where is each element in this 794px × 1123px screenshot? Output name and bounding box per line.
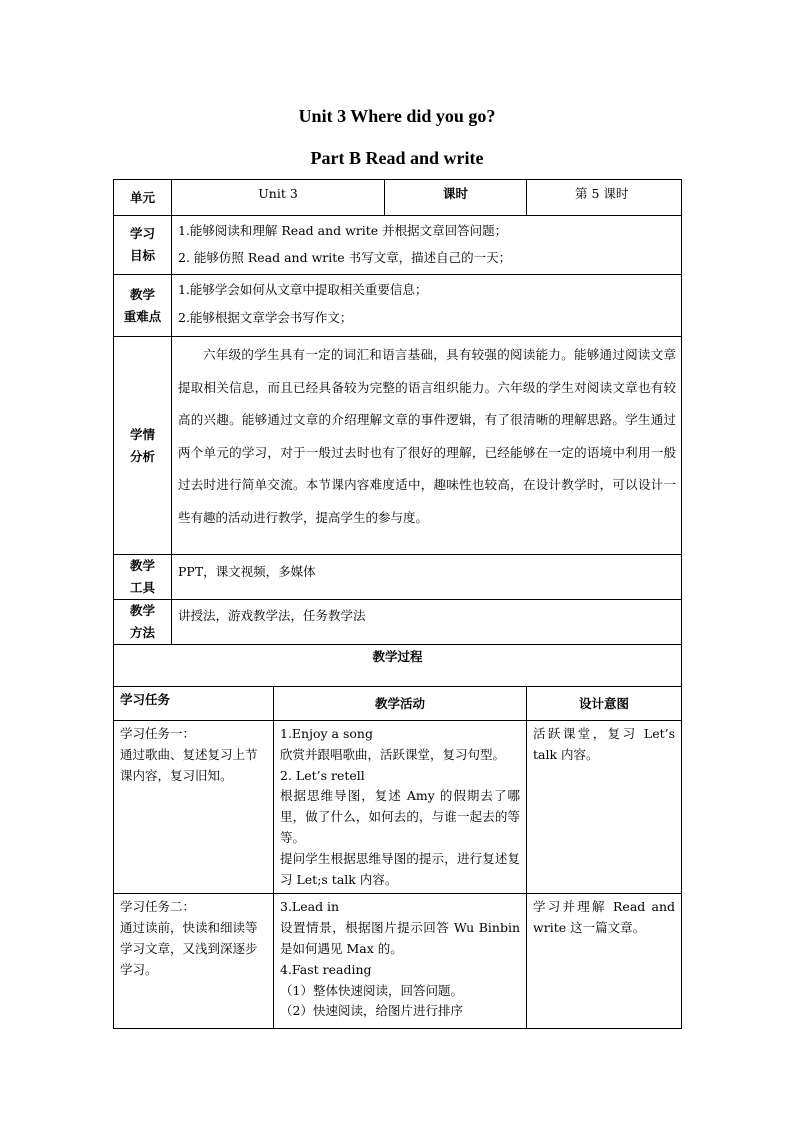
task-activities: 3.Lead in 设置情景，根据图片提示回答 Wu Binbin 是如何遇见 Max 的。 4.Fast reading （1）整体快速阅读，回答问题。 （2）快速阅读，给图片进行排序 [274, 894, 527, 1029]
unit-value: Unit 3 [172, 180, 385, 216]
col-activity-header: 教学活动 [274, 687, 527, 721]
key-points-text: 1.能够学会如何从文章中提取相关重要信息； 2.能够根据文章学会书写作文； [172, 275, 682, 337]
key-points-row [114, 275, 682, 337]
methods-row [114, 600, 682, 645]
task-row [114, 721, 682, 894]
document-title: Unit 3 Where did you go? [298, 106, 496, 126]
task-intent: 活跃课堂，复习 Let’s talk 内容。 [527, 721, 682, 894]
task-intent: 学习并理解 Read and write 这一篇文章。 [527, 894, 682, 1029]
key-points-label: 教学 重难点 [114, 275, 172, 337]
tools-label: 教学 工具 [114, 555, 172, 600]
lesson-value: 第 5 课时 [527, 180, 682, 216]
task-activities: 1.Enjoy a song 欣赏并跟唱歌曲，活跃课堂，复习句型。 2. Let’s retell 根据思维导图，复述 Amy 的假期去了哪里，做了什么，如何去的，与谁一起去的等等。 提问学生根据思维导图的提示，进行复述复习 Let;s talk 内容。 [274, 721, 527, 894]
goals-label: 学习 目标 [114, 216, 172, 275]
process-title-row [114, 645, 682, 687]
analysis-row [114, 337, 682, 555]
analysis-label: 学情 分析 [114, 337, 172, 555]
task-row [114, 894, 682, 1029]
goals-row [114, 216, 682, 275]
col-task-header: 学习任务 [114, 687, 274, 721]
task-description: 学习任务一： 通过歌曲、复述复习上节课内容，复习旧知。 [114, 721, 274, 894]
process-title: 教学过程 [114, 645, 682, 687]
tools-row [114, 555, 682, 600]
analysis-text: 六年级的学生具有一定的词汇和语言基础，具有较强的阅读能力。能够通过阅读文章提取相关信息，而且已经具备较为完整的语言组织能力。六年级的学生对阅读文章也有较高的兴趣。能够通过文章的介绍理解文章的事件逻辑，有了很清晰的理解思路。学生通过两个单元的学习，对于一般过去时也有了很好的理解，已经能够在一定的语境中利用一般过去时进行简单交流。本节课内容难度适中，趣味性也较高，在设计教学时，可以设计一些有趣的活动进行教学，提高学生的参与度。 [172, 337, 682, 555]
task-description: 学习任务二： 通过读前，快读和细读等学习文章，又浅到深逐步学习。 [114, 894, 274, 1029]
methods-label: 教学 方法 [114, 600, 172, 645]
col-intent-header: 设计意图 [527, 687, 682, 721]
unit-label: 单元 [114, 180, 172, 216]
process-header-row [114, 687, 682, 721]
tools-text: PPT，课文视频，多媒体 [172, 555, 682, 600]
unit-row [114, 180, 682, 216]
goals-text: 1.能够阅读和理解 Read and write 并根据文章回答问题； 2. 能够仿照 Read and write 书写文章，描述自己的一天； [172, 216, 682, 275]
lesson-plan-table [113, 179, 682, 1029]
lesson-label: 课时 [385, 180, 527, 216]
methods-text: 讲授法，游戏教学法，任务教学法 [172, 600, 682, 645]
document-subtitle: Part B Read and write [310, 148, 484, 168]
